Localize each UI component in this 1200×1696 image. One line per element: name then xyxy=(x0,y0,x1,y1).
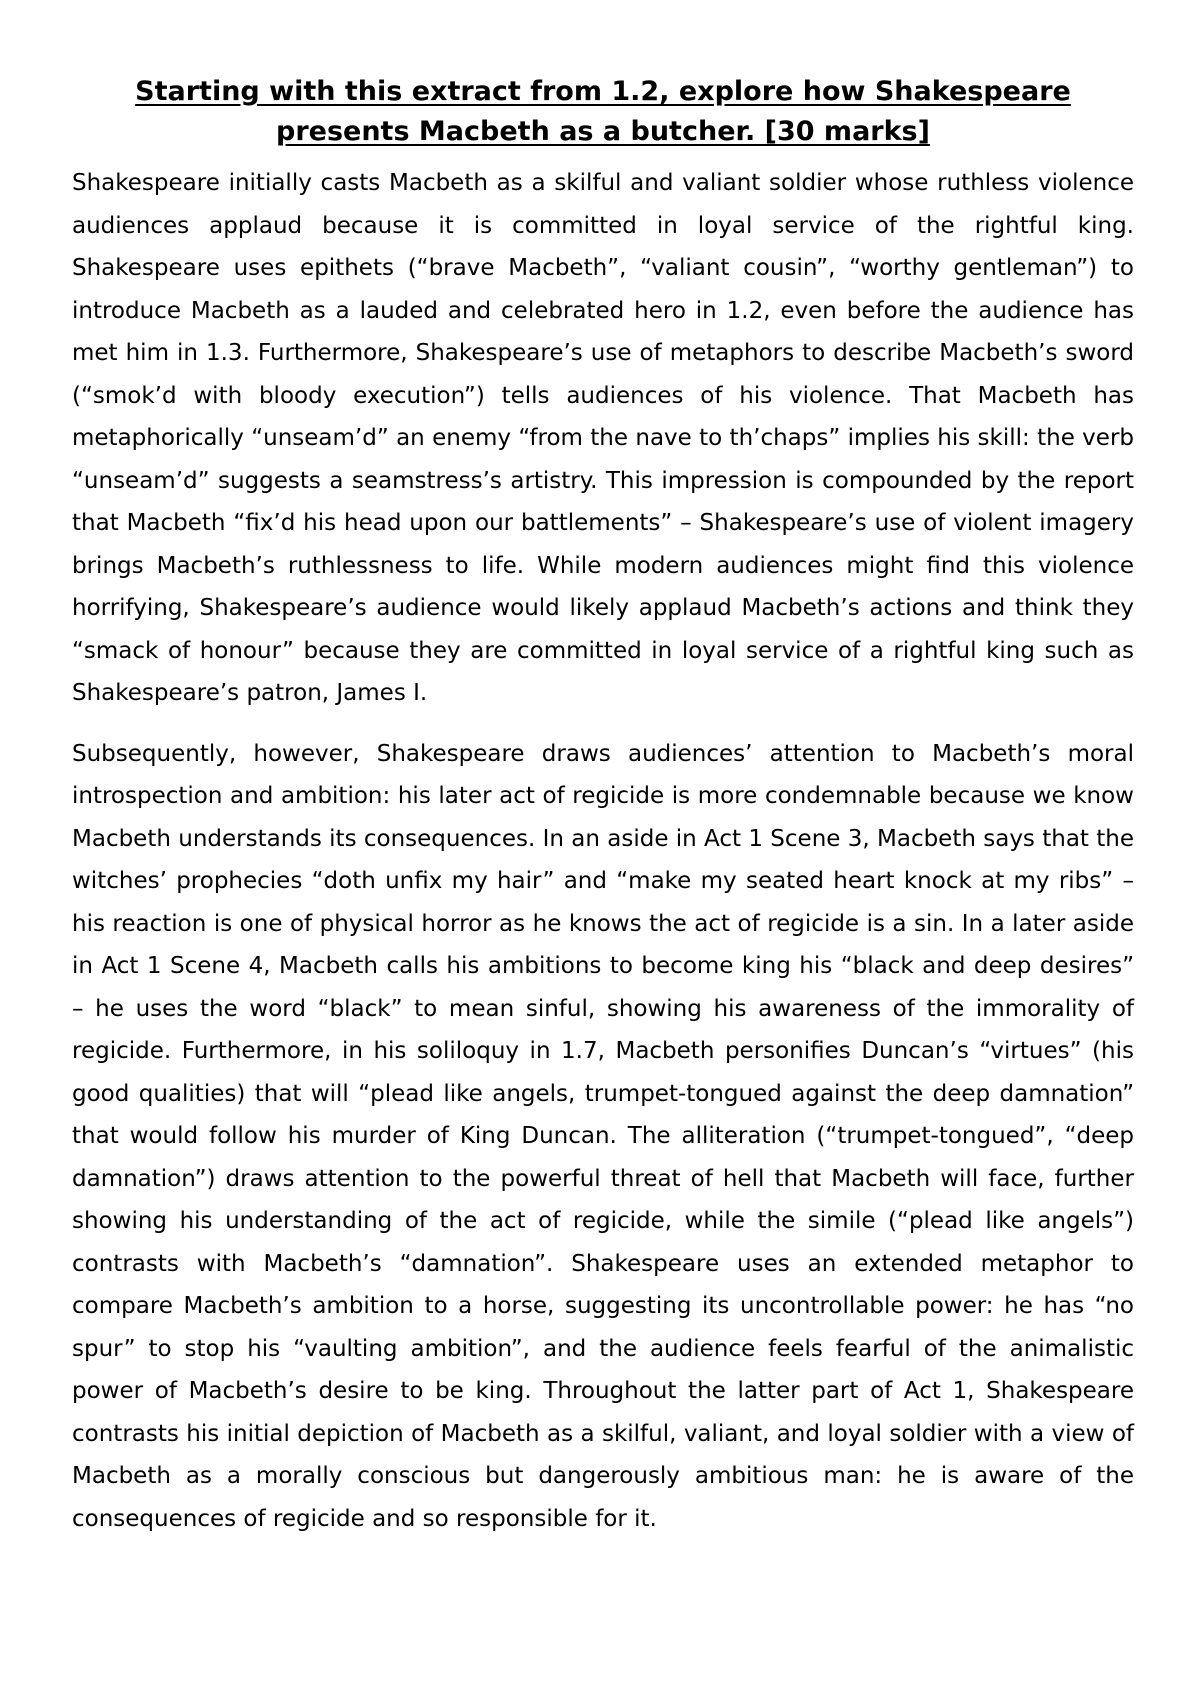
paragraph-1: Shakespeare initially casts Macbeth as a skilful and valiant soldier whose ruthless violence audiences applaud because it is committed in loyal service of the rightful king. Shakespeare uses epithets (“brave Macbeth”, “valiant cousin”, “worthy gentleman”) to introduce Macbeth as a lauded and celebrated hero in 1.2, even before the audience has met him in 1.3. Furthermore, Shakespeare’s use of metaphors to describe Macbeth’s sword (“smok’d with bloody execution”) tells audiences of his violence. That Macbeth has metaphorically “unseam’d” an enemy “from the nave to th’chaps” implies his skill: the verb “unseam’d” suggests a seamstress’s artistry. This impression is compounded by the report that Macbeth “fix’d his head upon our battlements” – Shakespeare’s use of violent imagery brings Macbeth’s ruthlessness to life. While modern audiences might find this violence horrifying, Shakespeare’s audience would likely applaud Macbeth’s actions and think they “smack of honour” because they are committed in loyal service of a rightful king such as Shakespeare’s patron, James I. xyxy=(72,170,1134,706)
paragraph-2: Subsequently, however, Shakespeare draws audiences’ attention to Macbeth’s moral introspection and ambition: his later act of regicide is more condemnable because we know Macbeth understands its consequences. In an aside in Act 1 Scene 3, Macbeth says that the witches’ prophecies “doth unfix my hair” and “make my seated heart knock at my ribs” – his reaction is one of physical horror as he knows the act of regicide is a sin. In a later aside in Act 1 Scene 4, Macbeth calls his ambitions to become king his “black and deep desires” – he uses the word “black” to mean sinful, showing his awareness of the immorality of regicide. Furthermore, in his soliloquy in 1.7, Macbeth personifies Duncan’s “virtues” (his good qualities) that will “plead like angels, trumpet-tongued against the deep damnation” that would follow his murder of King Duncan. The alliteration (“trumpet-tongued”, “deep damnation”) draws attention to the powerful threat of hell that Macbeth will face, further showing his understanding of the act of regicide, while the simile (“plead like angels”) contrasts with Macbeth’s “damnation”. Shakespeare uses an extended metaphor to compare Macbeth’s ambition to a horse, suggesting its uncontrollable power: he has “no spur” to stop his “vaulting ambition”, and the audience feels fearful of the animalistic power of Macbeth’s desire to be king. Throughout the latter part of Act 1, Shakespeare contrasts his initial depiction of Macbeth as a skilful, valiant, and loyal soldier with a view of Macbeth as a morally conscious but dangerously ambitious man: he is aware of the consequences of regicide and so responsible for it. xyxy=(72,740,1134,1532)
document-page xyxy=(72,60,1134,1540)
essay-title: Starting with this extract from 1.2, explore how Shakespeare presents Macbeth as a butcher. [30 marks] xyxy=(135,76,1071,147)
